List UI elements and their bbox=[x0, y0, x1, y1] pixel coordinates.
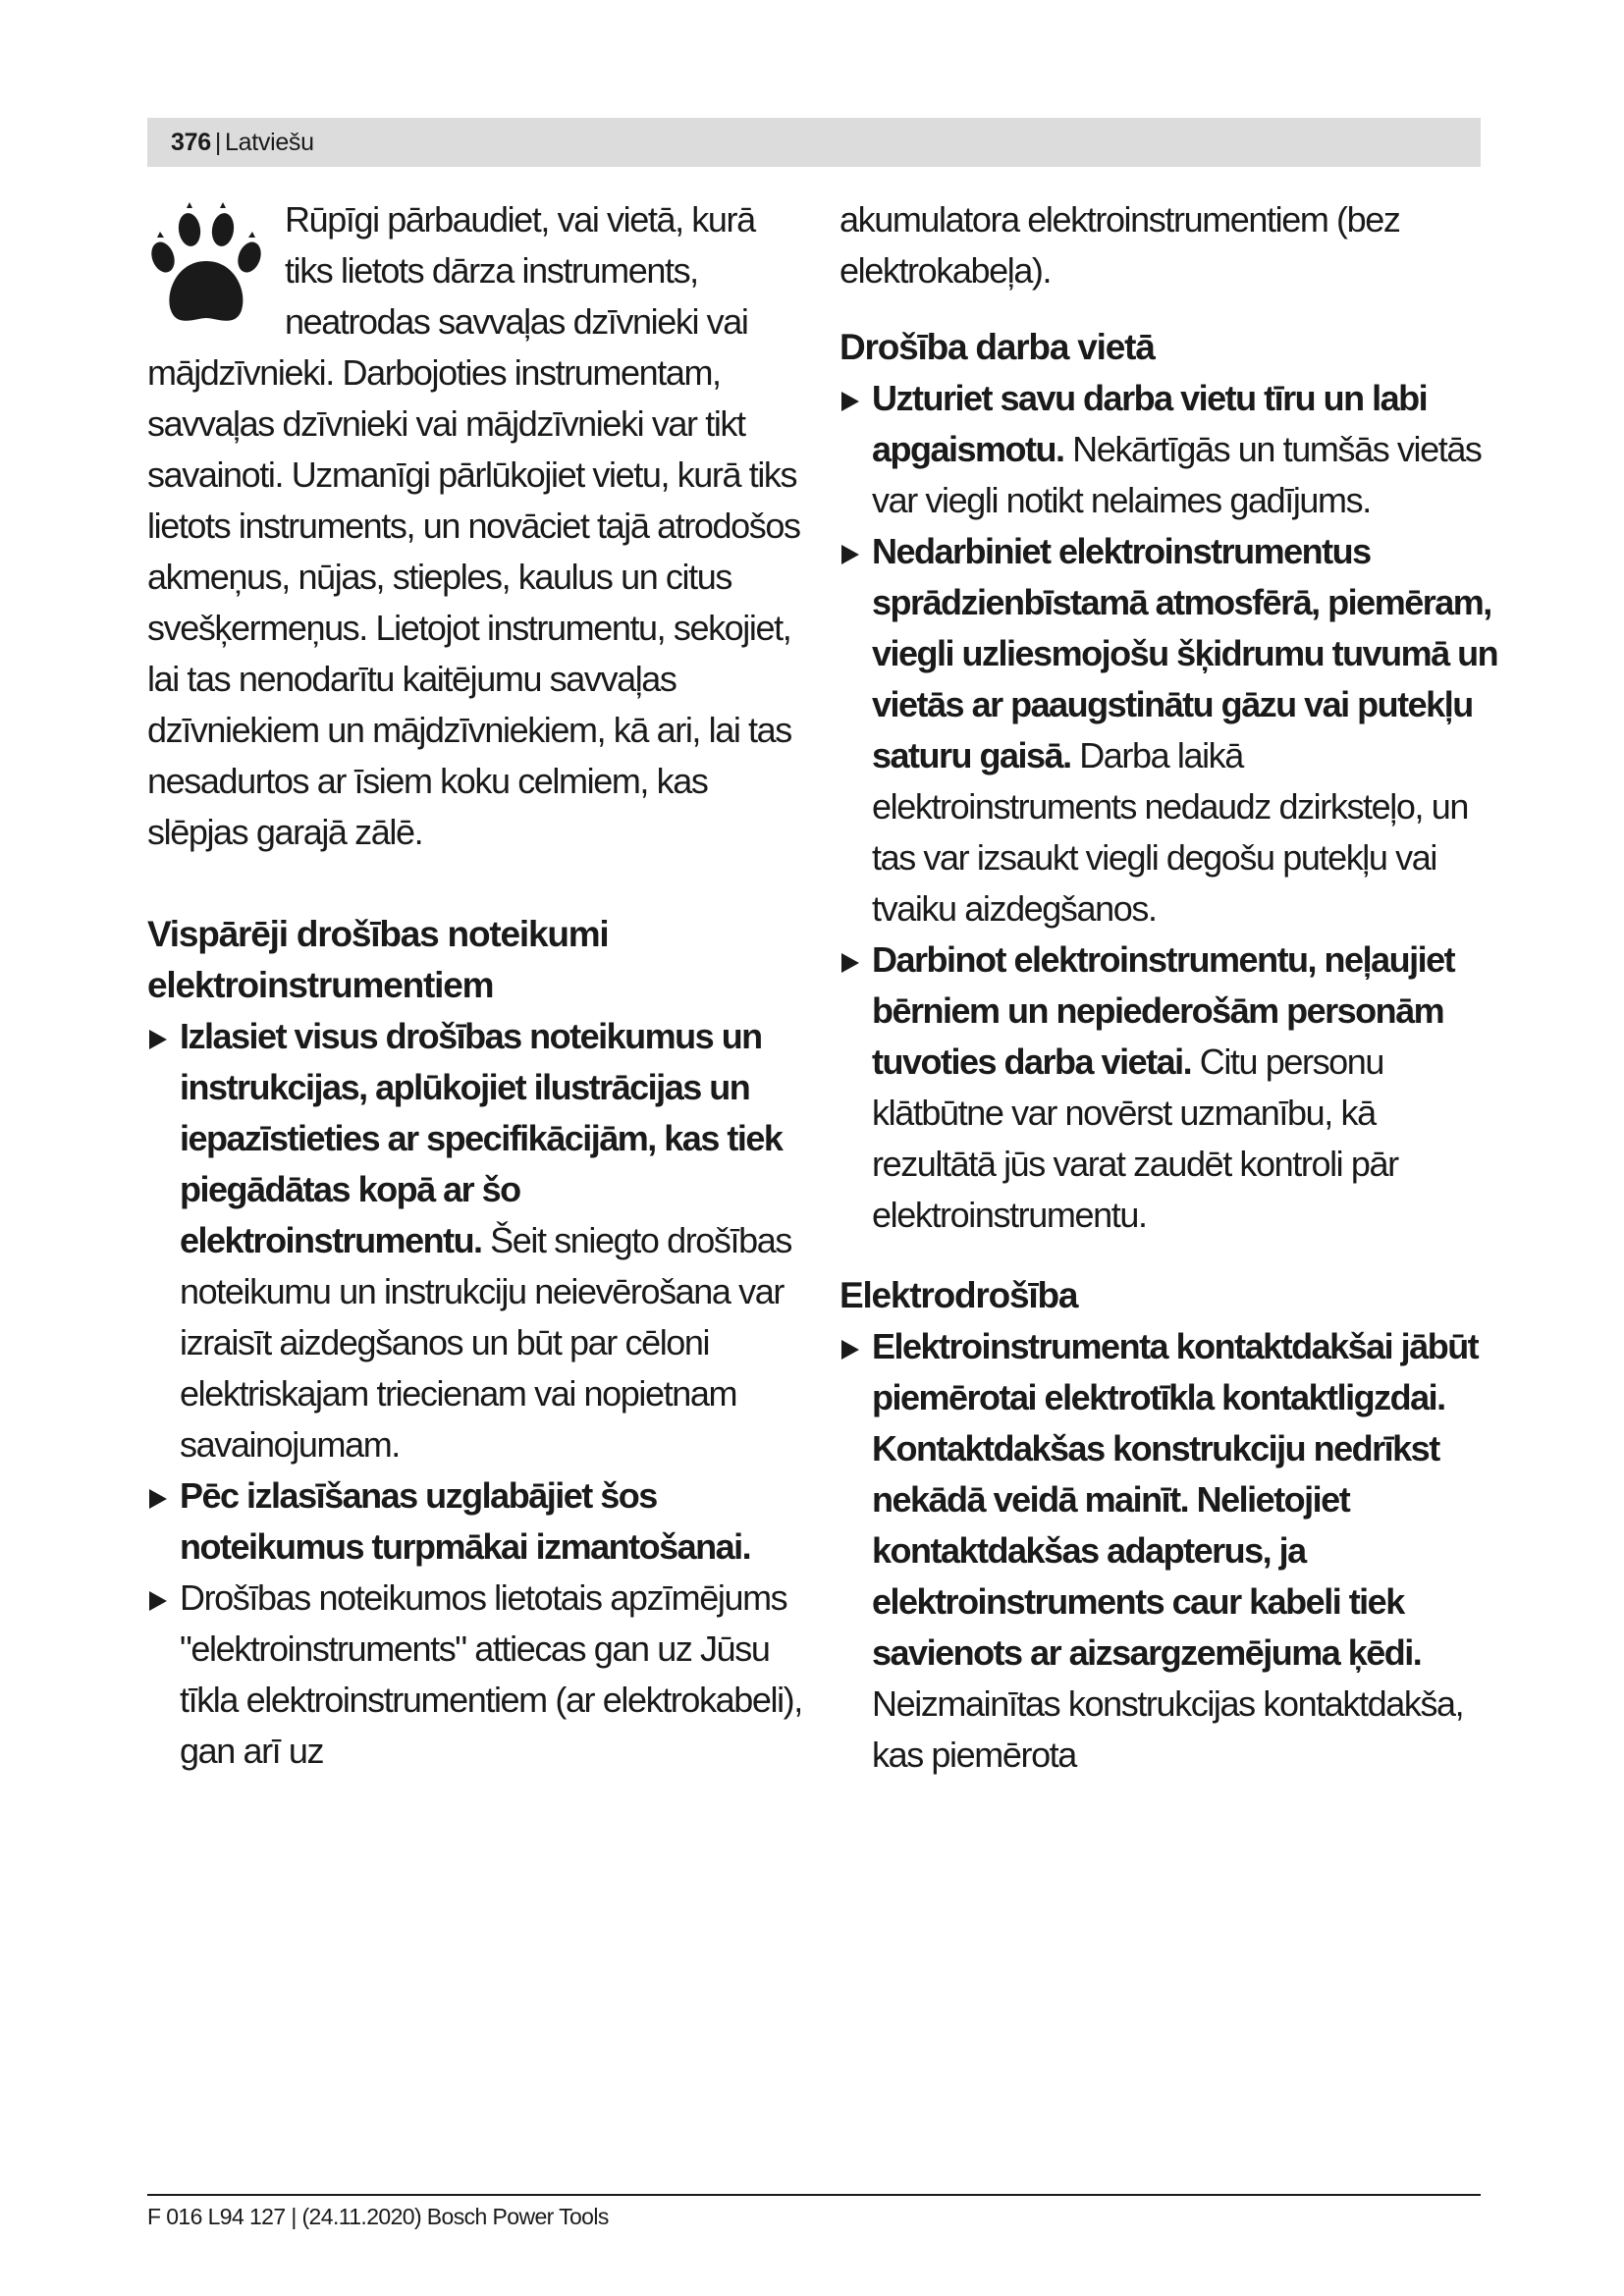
continuation-text: akumulatora elektroinstrumentiem (bez elektrokabeļa). bbox=[839, 199, 1400, 291]
paw-print-icon bbox=[147, 202, 265, 330]
header-text bbox=[171, 128, 314, 157]
bullet-normal-text: Nekārtīgās un tumšās vietās var viegli notikt nelaimes gadījums. bbox=[872, 429, 1482, 520]
triangle-right-icon bbox=[841, 953, 859, 973]
bullet-bold-text: Darbinot elektroinstrumentu, neļaujiet bērniem un nepiederošām personām tuvoties darba vietai. bbox=[872, 939, 1455, 1082]
bullet-text bbox=[180, 1011, 805, 1470]
bullet-item bbox=[839, 1321, 1502, 1781]
page-header bbox=[147, 118, 1481, 167]
bullet-normal-text: Drošības noteikumos lietotais apzīmējums "elektroinstruments" attiecas gan uz Jūsu tīkla elektroinstrumentiem (ar elektrokabeli), gan arī uz bbox=[180, 1577, 802, 1771]
page-number: 376 bbox=[171, 129, 211, 156]
bullet-item bbox=[147, 1011, 805, 1470]
header-separator: | bbox=[214, 129, 222, 156]
triangle-right-icon bbox=[149, 1489, 167, 1509]
intro-block bbox=[147, 194, 805, 858]
section-heading-general-safety: Vispārēji drošības noteikumi elektroinstrumentiem bbox=[147, 914, 609, 1005]
left-column bbox=[147, 194, 805, 1777]
section-heading-electrical-safety: Elektrodrošība bbox=[839, 1275, 1078, 1315]
bullet-bold-text: Elektroinstrumenta kontaktdakšai jābūt piemērotai elektrotīkla kontaktligzdai. Kontaktdakšas konstrukciju nedrīkst nekādā veidā mainīt. Nelietojiet kontaktdakšas adapterus, ja elektroinstruments caur kabeli tiek savienots ar aizsargzemējuma ķēdi. bbox=[872, 1326, 1479, 1673]
bullet-text bbox=[872, 373, 1502, 526]
bullet-text bbox=[872, 1321, 1502, 1781]
bullet-text bbox=[872, 526, 1502, 934]
triangle-right-icon bbox=[149, 1030, 167, 1049]
bullet-text bbox=[180, 1470, 805, 1573]
footer-divider bbox=[147, 2194, 1481, 2196]
header-language: Latviešu bbox=[225, 129, 314, 156]
bullet-item bbox=[839, 934, 1502, 1241]
bullet-normal-text: Neizmainītas konstrukcijas kontaktdakša, kas piemērota bbox=[872, 1683, 1464, 1775]
bullet-item bbox=[839, 526, 1502, 934]
triangle-right-icon bbox=[841, 545, 859, 564]
bullet-item bbox=[147, 1470, 805, 1573]
section-heading-work-area-safety: Drošība darba vietā bbox=[839, 327, 1155, 367]
bullet-bold-text: Izlasiet visus drošības noteikumus un instrukcijas, aplūkojiet ilustrācijas un iepazīstieties ar specifikācijām, kas tiek piegādātas kopā ar šo elektroinstrumentu. bbox=[180, 1016, 783, 1260]
triangle-right-icon bbox=[841, 1340, 859, 1360]
intro-paragraph: Rūpīgi pārbaudiet, vai vietā, kurā tiks lietots dārza instruments, neatrodas savvaļas dzīvnieki vai mājdzīvnieki. Darbojoties instrumentam, savvaļas dzīvnieki vai mājdzīvnieki var tikt savainoti. Uzmanīgi pārlūkojiet vietu, kurā tiks lietots instruments, un novāciet tajā atrodošos akmeņus, nūjas, stieples, kaulus un citus svešķermeņus. Lietojot instrumentu, sekojiet, lai tas nenodarītu kaitējumu savvaļas dzīvniekiem un mājdzīvniekiem, kā ari, lai tas nesadurtos ar īsiem koku celmiem, kas slēpjas garajā zālē. bbox=[147, 199, 800, 852]
triangle-right-icon bbox=[841, 392, 859, 411]
triangle-right-icon bbox=[149, 1591, 167, 1611]
bullet-item bbox=[839, 373, 1502, 526]
footer-text: F 016 L94 127 | (24.11.2020) Bosch Power Tools bbox=[147, 2204, 609, 2229]
bullet-item bbox=[147, 1573, 805, 1777]
bullet-normal-text: Citu personu klātbūtne var novērst uzmanību, kā rezultātā jūs varat zaudēt kontroli pār elektroinstrumentu. bbox=[872, 1041, 1398, 1235]
bullet-normal-text: Šeit sniegto drošības noteikumu un instrukciju neievērošana var izraisīt aizdegšanos un būt par cēloni elektriskajam triecienam vai nopietnam savainojumam. bbox=[180, 1220, 791, 1465]
bullet-normal-text: Darba laikā elektroinstruments nedaudz dzirksteļo, un tas var izsaukt viegli degošu putekļu vai tvaiku aizdegšanos. bbox=[872, 735, 1468, 929]
right-column bbox=[839, 194, 1502, 1781]
bullet-bold-text: Uzturiet savu darba vietu tīru un labi apgaismotu. bbox=[872, 378, 1428, 469]
bullet-bold-text: Pēc izlasīšanas uzglabājiet šos noteikumus turpmākai izmantošanai. bbox=[180, 1475, 751, 1567]
bullet-text bbox=[872, 934, 1502, 1241]
bullet-text bbox=[180, 1573, 805, 1777]
bullet-bold-text: Nedarbiniet elektroinstrumentus sprādzienbīstamā atmosfērā, piemēram, viegli uzliesmojošu šķidrumu tuvumā un vietās ar paaugstinātu gāzu vai putekļu saturu gaisā. bbox=[872, 531, 1498, 775]
